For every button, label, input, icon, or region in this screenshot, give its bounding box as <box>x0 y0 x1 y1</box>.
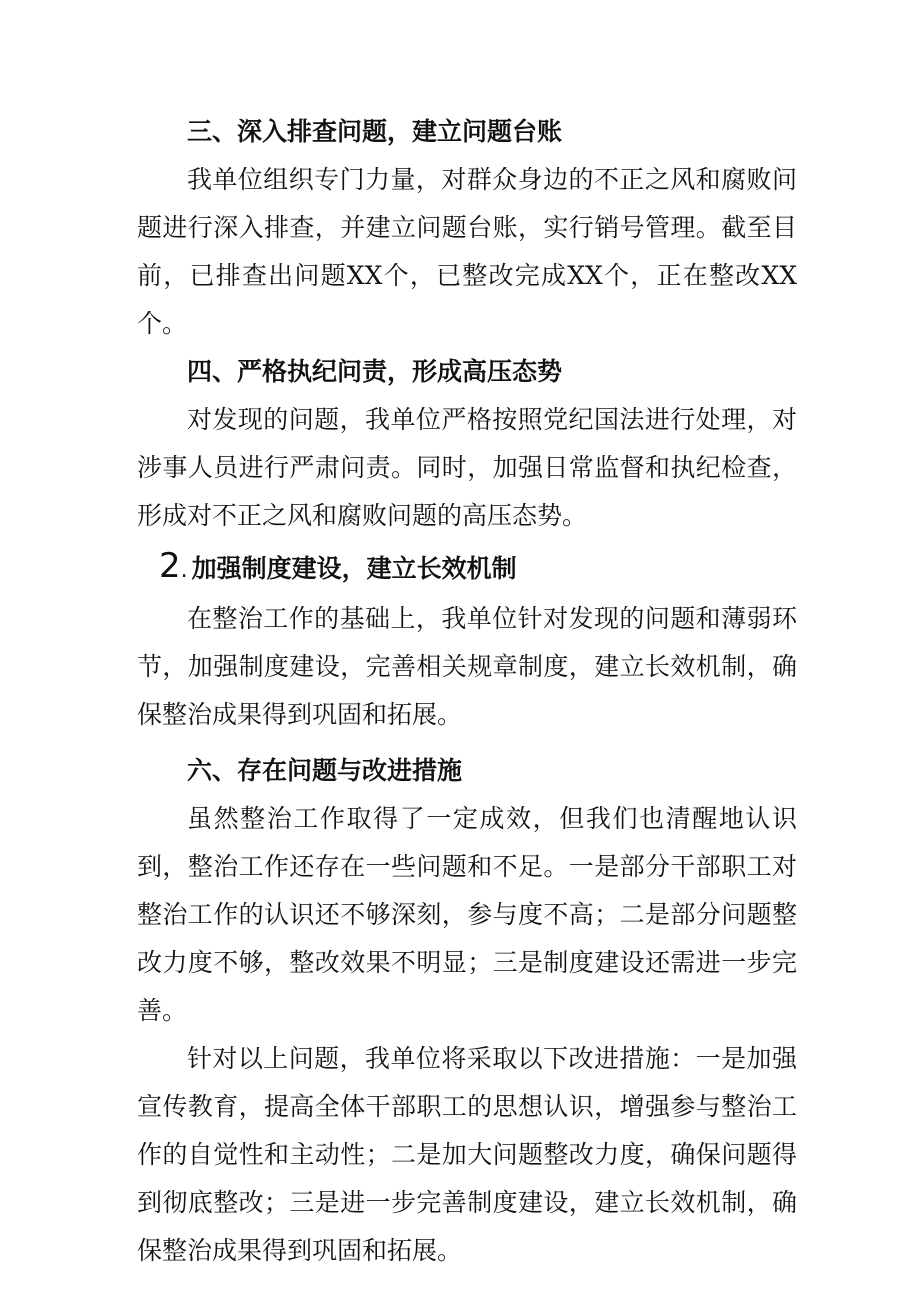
heading-text: 加强制度建设，建立长效机制 <box>191 554 517 583</box>
section-heading-4: 四、严格执纪问责，形成高压态势 <box>187 357 563 386</box>
section-heading-3: 三、深入排查问题，建立问题台账 <box>187 117 563 146</box>
section-6-paragraph-2: 针对以上问题，我单位将采取以下改进措施：一是加强宣传教育，提高全体干部职工的思想认识，增强参与整治工作的自觉性和主动性；二是加大问题整改力度，确保问题得到彻底整改；三是进一步完善制度建设，建立长效机制，确保整治成果得到巩固和拓展。 <box>137 1044 797 1265</box>
section-4-paragraph-1: 对发现的问题，我单位严格按照党纪国法进行处理，对涉事人员进行严肃问责。同时，加强日常监督和执纪检查，形成对不正之风和腐败问题的高压态势。 <box>137 405 797 530</box>
heading-number-separator: . <box>180 558 188 583</box>
document-body <box>137 108 797 1275</box>
section-heading-2-numbered <box>137 542 797 595</box>
section-spacer <box>137 739 797 747</box>
section-2-paragraph-1: 在整治工作的基础上，我单位针对发现的问题和薄弱环节，加强制度建设，完善相关规章制度，建立长效机制，确保整治成果得到巩固和拓展。 <box>137 604 797 729</box>
heading-number: 2 <box>159 546 181 586</box>
section-heading-6: 六、存在问题与改进措施 <box>187 756 463 785</box>
section-6-paragraph-1: 虽然整治工作取得了一定成效，但我们也清醒地认识到，整治工作还存在一些问题和不足。一是部分干部职工对整治工作的认识还不够深刻，参与度不高；二是部分问题整改力度不够，整改效果不明显；三是制度建设还需进一步完善。 <box>137 804 797 1025</box>
section-3-paragraph-1: 我单位组织专门力量，对群众身边的不正之风和腐败问题进行深入排查，并建立问题台账，实行销号管理。截至目前，已排查出问题XX个，已整改完成XX个，正在整改XX个。 <box>137 165 797 338</box>
